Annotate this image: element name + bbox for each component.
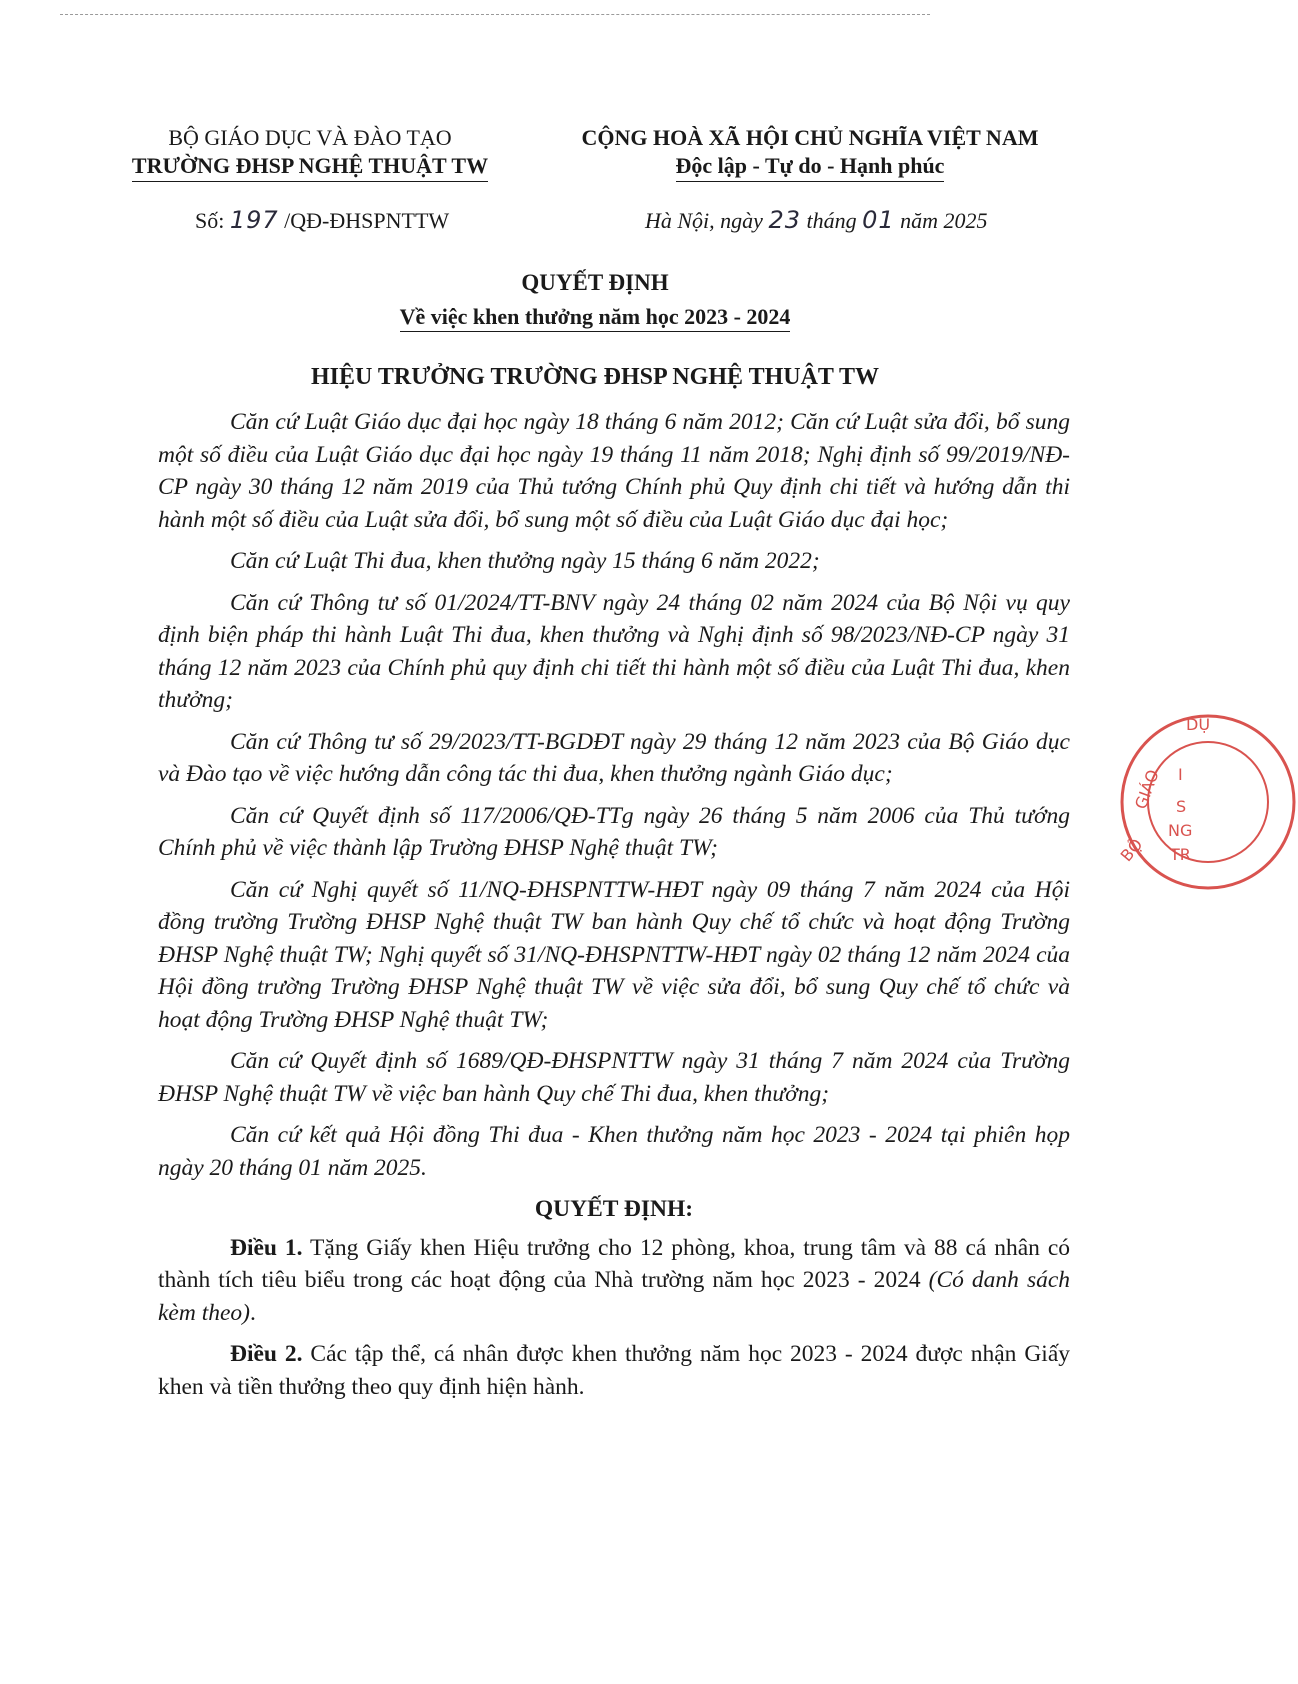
number-prefix: Số: (195, 208, 225, 233)
legal-basis-5: Căn cứ Quyết định số 117/2006/QĐ-TTg ngày 26 tháng 5 năm 2006 của Thủ tướng Chính phủ về việc thành lập Trường ĐHSP Nghệ thuật TW; (158, 802, 1070, 861)
scan-top-rule (60, 14, 930, 15)
article-2-label: Điều 2. (230, 1341, 303, 1367)
seal-lettering-center-2: S (1176, 797, 1187, 816)
national-motto: Độc lập - Tự do - Hạnh phúc (676, 152, 945, 182)
article-1-note: (Có danh sách kèm theo) (158, 1267, 1071, 1326)
seal-lettering-center-1: I (1178, 765, 1183, 784)
number-suffix: /QĐ-ĐHSPNTTW (284, 208, 450, 233)
legal-basis-4: Căn cứ Thông tư số 29/2023/TT-BGDĐT ngày 29 tháng 12 năm 2023 của Bộ Giáo dục và Đào tạo về việc hướng dẫn công tác thi đua, khen thưởng ngành Giáo dục; (158, 728, 1070, 787)
date-place: Hà Nội, ngày (645, 208, 763, 233)
document-number (195, 206, 449, 234)
handwritten-month: 01 (862, 206, 895, 234)
legal-basis-6: Căn cứ Nghị quyết số 11/NQ-ĐHSPNTTW-HĐT ngày 09 tháng 7 năm 2024 của Hội đồng trường Trường ĐHSP Nghệ thuật TW ban hành Quy chế tổ chức và hoạt động Trường ĐHSP Nghệ thuật TW; Nghị quyết số 31/NQ-ĐHSPNTTW-HĐT ngày 02 tháng 12 năm 2024 của Hội đồng trường Trường ĐHSP Nghệ thuật TW về việc sửa đổi, bổ sung Quy chế tổ chức và hoạt động Trường ĐHSP Nghệ thuật TW; (158, 876, 1070, 1033)
handwritten-number: 197 (229, 206, 279, 234)
decision-subject (0, 304, 1190, 332)
decision-subject-text: Về việc khen thưởng năm học 2023 - 2024 (400, 304, 791, 332)
seal-lettering-center-4: TR (1170, 845, 1191, 864)
article-2 (158, 1338, 1070, 1403)
document-body (158, 406, 1070, 1412)
red-seal-stamp (1118, 712, 1298, 892)
school-name: TRƯỜNG ĐHSP NGHỆ THUẬT TW (132, 152, 488, 182)
seal-lettering-top: DỤ (1186, 715, 1211, 734)
date-month-word: tháng (806, 208, 857, 233)
legal-basis-8: Căn cứ kết quả Hội đồng Thi đua - Khen thưởng năm học 2023 - 2024 tại phiên họp ngày 20 tháng 01 năm 2025. (158, 1122, 1070, 1181)
date-year: năm 2025 (900, 208, 988, 233)
legal-basis-7: Căn cứ Quyết định số 1689/QĐ-ĐHSPNTTW ngày 31 tháng 7 năm 2024 của Trường ĐHSP Nghệ thuật TW về việc ban hành Quy chế Thi đua, khen thưởng; (158, 1048, 1070, 1107)
handwritten-day: 23 (768, 206, 801, 234)
decision-heading: QUYẾT ĐỊNH: (534, 1196, 694, 1222)
article-1-label: Điều 1. (230, 1234, 303, 1261)
legal-basis-3: Căn cứ Thông tư số 01/2024/TT-BNV ngày 24 tháng 02 năm 2024 của Bộ Nội vụ quy định biện pháp thi hành Luật Thi đua, khen thưởng và Nghị định số 98/2023/NĐ-CP ngày 31 tháng 12 năm 2023 của Chính phủ quy định chi tiết thi hành một số điều của Luật Thi đua, khen thưởng; (158, 589, 1070, 713)
country-name: CỘNG HOÀ XÃ HỘI CHỦ NGHĨA VIỆT NAM (581, 125, 1039, 150)
ministry-name: BỘ GIÁO DỤC VÀ ĐÀO TẠO (168, 125, 452, 150)
decision-title: QUYẾT ĐỊNH (521, 270, 669, 295)
seal-lettering-bottom: BỘ (1116, 834, 1147, 866)
authority-title: HIỆU TRƯỞNG TRƯỜNG ĐHSP NGHỆ THUẬT TW (310, 364, 880, 390)
legal-basis-2: Căn cứ Luật Thi đua, khen thưởng ngày 15 tháng 6 năm 2022; (230, 548, 820, 574)
article-1 (158, 1232, 1070, 1330)
seal-inner-ring (1148, 742, 1268, 862)
document-date (645, 206, 988, 234)
seal-lettering-center-3: NG (1168, 821, 1193, 840)
national-heading-block (560, 124, 1060, 182)
issuing-agency-block (110, 124, 510, 182)
seal-lettering-left: GIÁO (1131, 767, 1163, 812)
legal-basis-1: Căn cứ Luật Giáo dục đại học ngày 18 tháng 6 năm 2012; Căn cứ Luật sửa đổi, bổ sung một số điều của Luật Giáo dục đại học ngày 19 tháng 11 năm 2018; Nghị định số 99/2019/NĐ-CP ngày 30 tháng 12 năm 2019 của Thủ tướng Chính phủ Quy định chi tiết và hướng dẫn thi hành một số điều của Luật sửa đổi, bổ sung một số điều của Luật Giáo dục đại học; (158, 409, 1070, 533)
article-1-text: Tặng Giấy khen Hiệu trưởng cho 12 phòng, khoa, trung tâm và 88 cá nhân có thành tích tiêu biểu trong các hoạt động của Nhà trường năm học 2023 - 2024 (158, 1234, 1071, 1293)
article-2-text: Các tập thể, cá nhân được khen thưởng năm học 2023 - 2024 được nhận Giấy khen và tiền thưởng theo quy định hiện hành. (158, 1341, 1070, 1400)
article-1-end: . (250, 1299, 256, 1326)
